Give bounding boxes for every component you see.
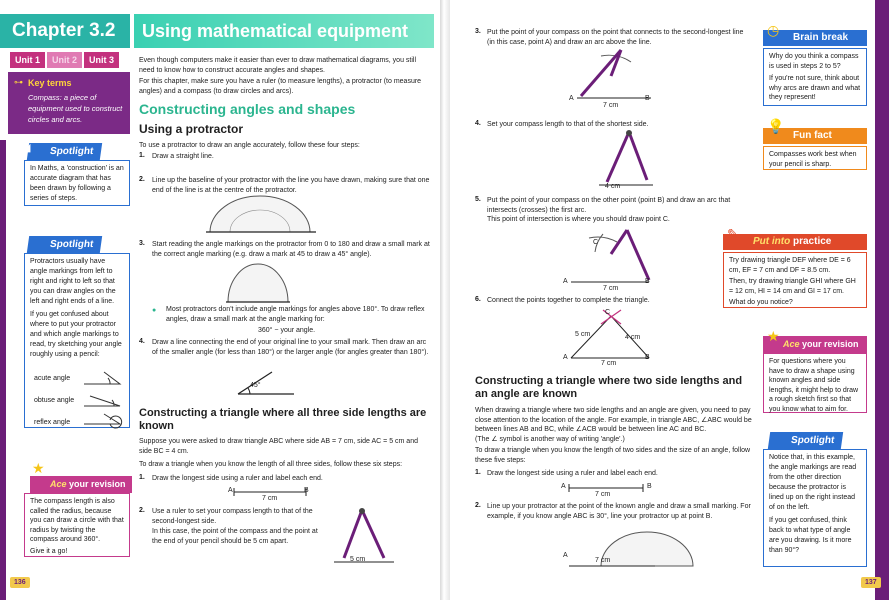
step-number: 6.	[475, 296, 481, 303]
triangle-two-sides-heading: Constructing a triangle where two side lengths and an angle are known	[475, 375, 743, 400]
point-b-label: B	[304, 487, 309, 494]
ace-revision-box	[24, 493, 130, 557]
ace-revision-label: Ace your revision	[30, 476, 132, 493]
triangle-two-sides-intro-2: To draw a triangle when you know the length of two sides and the size of an angle, follow these five steps:	[475, 447, 751, 464]
book-spine	[440, 0, 450, 600]
step-5-diagram	[565, 226, 665, 290]
brain-break-label: Brain break	[763, 30, 867, 46]
left-page	[0, 0, 444, 600]
step-5-detail: This point of intersection is where you should draw point C.	[487, 216, 670, 223]
step-number: 5.	[475, 196, 481, 203]
tab-unit-1[interactable]: Unit 1	[10, 52, 45, 68]
angle-45-label: 45°	[250, 382, 261, 389]
left-page-edge	[0, 140, 6, 600]
tri-step-1: Draw the longest side using a ruler and label each end.	[152, 475, 323, 482]
brain-break-text-1: Why do you think a compass is used in steps 2 to 5?	[769, 53, 859, 70]
triangle-three-sides-intro-2: To draw a triangle when you know the length of all three sides, follow these six steps:	[139, 461, 403, 468]
ace-revision-box: For questions where you have to draw a shape using known angles and side lengths, it might help to draw a rough sketch first so that you know what to aim for.	[763, 353, 867, 413]
step-2: Line up the baseline of your protractor with the line you have drawn, making sure that one end of the line is at the centre of the protractor.	[152, 177, 430, 194]
right-page	[445, 0, 889, 600]
angle-sketches	[80, 370, 126, 432]
point-c-label: C	[605, 309, 611, 316]
clock-icon: ◷	[767, 22, 780, 38]
spotlight-2-text-1: Protractors usually have angle markings from left to right and right to left so that you can draw angles on the left and right ends of a line.	[30, 258, 116, 305]
pencil-icon: ✎	[727, 226, 739, 242]
step-3: Start reading the angle markings on the protractor from 0 to 180 and draw a small mark at the correct angle marking (e.g. draw a mark at 45 to draw a 45° angle).	[152, 241, 430, 258]
step-number: 2.	[139, 507, 145, 514]
key-terms-body: Compass: a piece of equipment used to construct circles and arcs.	[28, 93, 123, 124]
brain-break-box	[763, 48, 867, 106]
step-number: 1.	[139, 152, 145, 159]
step-number: 3.	[139, 240, 145, 247]
bullet-dot: ●	[152, 307, 157, 314]
point-b-label: B	[647, 483, 652, 490]
spotlight-box-1: In Maths, a 'construction' is an accurate diagram that has been drawn by following a series of steps.	[24, 160, 130, 206]
segment-length-label: 7 cm	[603, 285, 619, 292]
t2-step-2: Line up your protractor at the point of the known angle and draw a small marking. For example, if you know angle ABC is 30°, line your protractor up at point B.	[487, 503, 751, 520]
spotlight-2-text-2: If you get confused about where to put your protractor and which angle markings to read, try sketching your angle roughly using a pencil:	[30, 311, 122, 358]
protractor-diagram-1	[206, 194, 316, 236]
step-number: 1.	[139, 474, 145, 481]
point-b-label: B	[645, 354, 650, 361]
spotlight-box-2	[24, 253, 130, 428]
compass-diagram-2	[595, 128, 655, 188]
step-number: 4.	[139, 338, 145, 345]
practice-text-3: What do you notice?	[729, 299, 793, 306]
step-number: 1.	[475, 469, 481, 476]
protractor-diagram-2	[226, 260, 290, 306]
spotlight-label: Spotlight	[768, 432, 844, 449]
fun-fact-box: Compasses work best when your pencil is sharp.	[763, 146, 867, 170]
segment-length-label: 7 cm	[601, 360, 617, 367]
point-a-label: A	[563, 278, 568, 285]
t2-protractor-diagram	[565, 526, 695, 572]
step-number: 2.	[139, 176, 145, 183]
unit-tabs	[10, 52, 119, 68]
point-b-label: B	[645, 278, 650, 285]
fun-fact-label: Fun fact	[763, 128, 867, 144]
side-bc-label: 4 cm	[625, 334, 641, 341]
tab-unit-3[interactable]: Unit 3	[84, 52, 119, 68]
point-a-label: A	[561, 483, 566, 490]
ace-revision-label: Ace your revision	[763, 336, 867, 353]
point-a-label: A	[563, 552, 568, 559]
triangle-three-sides-heading: Constructing a triangle where all three side lengths are known	[139, 407, 427, 432]
lightbulb-icon: 💡	[767, 118, 785, 134]
page-number-right: 137	[861, 577, 881, 588]
ace-revision-text: The compass length is also called the radius, because you can draw a circle with that radius by twisting the compass around 360°.	[30, 498, 124, 543]
point-a-label: A	[563, 354, 568, 361]
right-page-edge	[875, 0, 889, 600]
acute-angle-label: acute angle	[34, 375, 71, 382]
key-terms-box	[8, 72, 130, 134]
angle-examples	[30, 372, 124, 434]
practice-text-2: Then, try drawing triangle GHI where GH = 12 cm, HI = 14 cm and GI = 17 cm.	[729, 278, 856, 295]
segment-length-label: 7 cm	[595, 491, 611, 498]
reflex-angle-label: reflex angle	[34, 419, 71, 426]
triangle-three-sides-intro: Suppose you were asked to draw triangle ABC where side AB = 7 cm, side AC = 5 cm and side BC = 4 cm.	[139, 438, 418, 455]
chapter-heading: Chapter 3.2	[0, 14, 130, 48]
step-4: Draw a line connecting the end of your original line to your small mark. Then draw an arc of the smaller angle (for less than 180°) or the larger angle (for angles greater than 180°).	[152, 339, 429, 356]
tri-step-2: Use a ruler to set your compass length to that of the second-longest side.	[152, 508, 313, 525]
point-c-label: C	[593, 239, 599, 246]
spotlight-label-1: Spotlight	[27, 143, 103, 160]
step-1: Draw a straight line.	[152, 153, 214, 160]
tab-unit-2[interactable]: Unit 2	[47, 52, 82, 68]
point-a-label: A	[569, 95, 574, 102]
tri-step-2-detail: In this case, the point of the compass and the point at the end of your pencil should be 5 cm apart.	[152, 528, 318, 545]
section-heading: Constructing angles and shapes	[139, 101, 356, 117]
spotlight-label-2: Spotlight	[27, 236, 103, 253]
ace-revision-text-2: Give it a go!	[30, 547, 68, 555]
subsection-heading: Using a protractor	[139, 122, 244, 136]
obtuse-angle-label: obtuse angle	[34, 397, 75, 404]
page-number-left: 136	[10, 577, 30, 588]
step-4-text: Set your compass length to that of the shortest side.	[487, 121, 649, 128]
brain-break-text-2: If you're not sure, think about why arcs are drawn and what they represent!	[769, 75, 861, 101]
step-6-text: Connect the points together to complete the triangle.	[487, 297, 650, 304]
intro-paragraph: Even though computers make it easier than ever to draw mathematical diagrams, you still need to know how to construct accurate angles and shapes.	[139, 57, 417, 74]
spotlight-text-2: If you get confused, think back to what type of angle are you drawing. Is it more than 90°?	[769, 517, 852, 554]
angle-symbol-note: (The ∠ symbol is another way of writing 'angle'.)	[475, 436, 625, 443]
t2-step-1: Draw the longest side using a ruler and label each end.	[487, 470, 658, 477]
step-number: 4.	[475, 120, 481, 127]
step-3-text: Put the point of your compass on the point that connects to the second-longest line (in this case, point A) and draw an arc above the line.	[487, 29, 744, 46]
practice-text-1: Try drawing triangle DEF where DE = 6 cm, EF = 7 cm and DF = 8.5 cm.	[729, 257, 851, 274]
step-number: 3.	[475, 28, 481, 35]
side-ac-label: 5 cm	[575, 331, 591, 338]
step-5-text: Put the point of your compass on the other point (point B) and draw an arc that intersects (crosses) the first arc.	[487, 197, 731, 214]
reflex-formula: 360° − your angle.	[258, 327, 316, 334]
point-a-label: A	[228, 487, 233, 494]
put-into-practice-box	[723, 252, 867, 308]
spotlight-icon: ◢	[22, 142, 31, 154]
compass-length-label: 4 cm	[605, 183, 621, 190]
star-icon: ★	[767, 328, 780, 344]
segment-length-label: 7 cm	[262, 495, 278, 502]
angle-45-diagram	[234, 368, 300, 398]
star-icon: ★	[32, 460, 45, 476]
key-icon: ⊶	[14, 77, 23, 87]
compass-length-label: 5 cm	[350, 556, 366, 563]
point-b-label: B	[645, 95, 650, 102]
step-number: 2.	[475, 502, 481, 509]
triangle-two-sides-intro: When drawing a triangle where two side lengths and an angle are given, you need to pay close attention to the location of the angle. For example, in triangle ABC, ∠ABC would be between lines AB and BC, while ∠ACB would be between line AC and BC.	[475, 407, 752, 433]
segment-length-label: 7 cm	[603, 102, 619, 109]
protractor-intro: To use a protractor to draw an angle accurately, follow these four steps:	[139, 142, 360, 149]
spotlight-text-1: Notice that, in this example, the angle markings are read from the other direction because the protractor is lined up on the right instead of on the left.	[769, 454, 857, 511]
reflex-note: Most protractors don't include angle markings for angles above 180°. To draw reflex angles, draw a small mark at the angle marking for:	[166, 306, 425, 323]
key-terms-title: Key terms	[28, 78, 72, 88]
intro-paragraph-2: For this chapter, make sure you have a ruler (to measure lengths), a protractor (to measure angles) and a compass (to draw circles and arcs).	[139, 78, 422, 95]
page-title: Using mathematical equipment	[134, 14, 434, 48]
spotlight-box	[763, 449, 867, 567]
segment-length-label: 7 cm	[595, 557, 611, 564]
put-into-practice-label: Put into practice	[723, 234, 867, 250]
